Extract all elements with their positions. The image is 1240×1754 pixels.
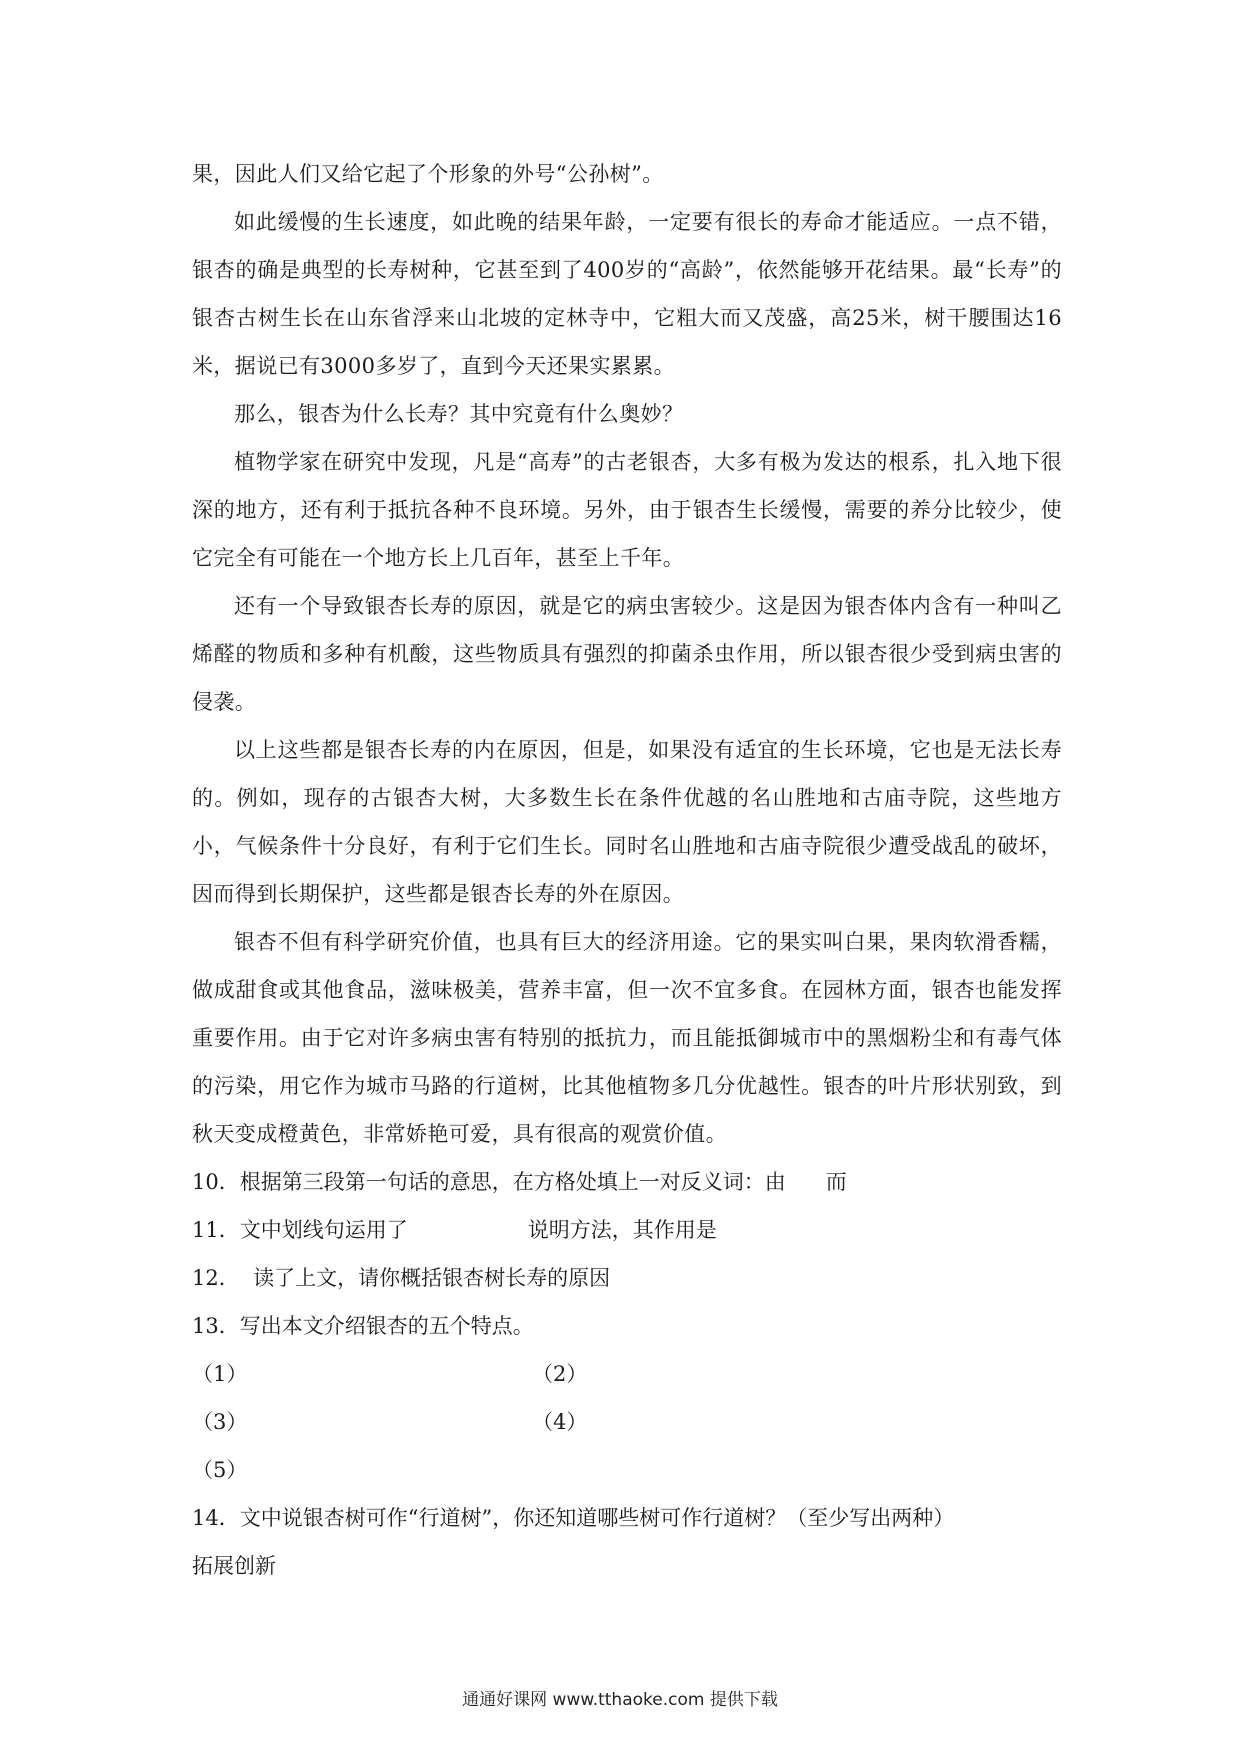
paragraph-roots: 植物学家在研究中发现，凡是“高寿”的古老银杏，大多有极为发达的根系，扎入地下很深的地方，还有利于抵抗各种不良环境。另外，由于银杏生长缓慢，需要的养分比较少，使它完全有可能在一个地方长上几百年，甚至上千年。	[192, 450, 1062, 570]
paragraph-continuation: 果，因此人们又给它起了个形象的外号“公孙树”。	[192, 162, 664, 186]
question-12: 12． 读了上文，请你概括银杏树长寿的原因	[192, 1266, 611, 1290]
question-13: 13．写出本文介绍银杏的五个特点。	[192, 1314, 534, 1338]
question-11-tail: 说明方法，其作用是	[527, 1218, 717, 1242]
feature-item-1: （1）	[192, 1362, 248, 1386]
feature-item-4: （4）	[532, 1410, 588, 1434]
paragraph-question: 那么，银杏为什么长寿？其中究竟有什么奥妙？	[234, 402, 684, 426]
question-11-text: 11．文中划线句运用了	[192, 1218, 408, 1242]
page-footer: 通通好课网 www.tthaoke.com 提供下载	[462, 1690, 778, 1710]
question-13-row-3	[192, 1446, 1062, 1494]
question-10-text: 10．根据第三段第一句话的意思，在方格处填上一对反义词：由	[192, 1170, 786, 1194]
paragraph-longevity: 如此缓慢的生长速度，如此晚的结果年龄，一定要有很长的寿命才能适应。一点不错，银杏的确是典型的长寿树种，它甚至到了400岁的“高龄”，依然能够开花结果。最“长寿”的银杏古树生长在山东省浮来山北坡的定林寺中，它粗大而又茂盛，高25米，树干腰围达16米，据说已有3000多岁了，直到今天还果实累累。	[192, 210, 1062, 378]
section-heading: 拓展创新	[192, 1554, 276, 1578]
feature-item-3: （3）	[192, 1410, 248, 1434]
text-block	[192, 150, 1062, 1590]
paragraph-pests: 还有一个导致银杏长寿的原因，就是它的病虫害较少。这是因为银杏体内含有一种叫乙烯醛的物质和多种有机酸，这些物质具有强烈的抑菌杀虫作用，所以银杏很少受到病虫害的侵袭。	[192, 594, 1062, 714]
question-14: 14．文中说银杏树可作“行道树”，你还知道哪些树可作行道树？（至少写出两种）	[192, 1506, 955, 1530]
feature-item-2: （2）	[532, 1362, 588, 1386]
question-13-row-2	[192, 1398, 1062, 1446]
paragraph-environment: 以上这些都是银杏长寿的内在原因，但是，如果没有适宜的生长环境，它也是无法长寿的。例如，现存的古银杏大树，大多数生长在条件优越的名山胜地和古庙寺院，这些地方小，气候条件十分良好，有利于它们生长。同时名山胜地和古庙寺院很少遭受战乱的破坏，因而得到长期保护，这些都是银杏长寿的外在原因。	[192, 738, 1062, 906]
feature-item-5: （5）	[192, 1458, 248, 1482]
paragraph-value: 银杏不但有科学研究价值，也具有巨大的经济用途。它的果实叫白果，果肉软滑香糯，做成甜食或其他食品，滋味极美，营养丰富，但一次不宜多食。在园林方面，银杏也能发挥重要作用。由于它对许多病虫害有特别的抵抗力，而且能抵御城市中的黑烟粉尘和有毒气体的污染，用它作为城市马路的行道树，比其他植物多几分优越性。银杏的叶片形状别致，到秋天变成橙黄色，非常娇艳可爱，具有很高的观赏价值。	[192, 930, 1062, 1146]
question-10	[192, 1158, 1062, 1206]
question-10-tail: 而	[825, 1170, 847, 1194]
question-11	[192, 1206, 1062, 1254]
question-13-row-1	[192, 1350, 1062, 1398]
